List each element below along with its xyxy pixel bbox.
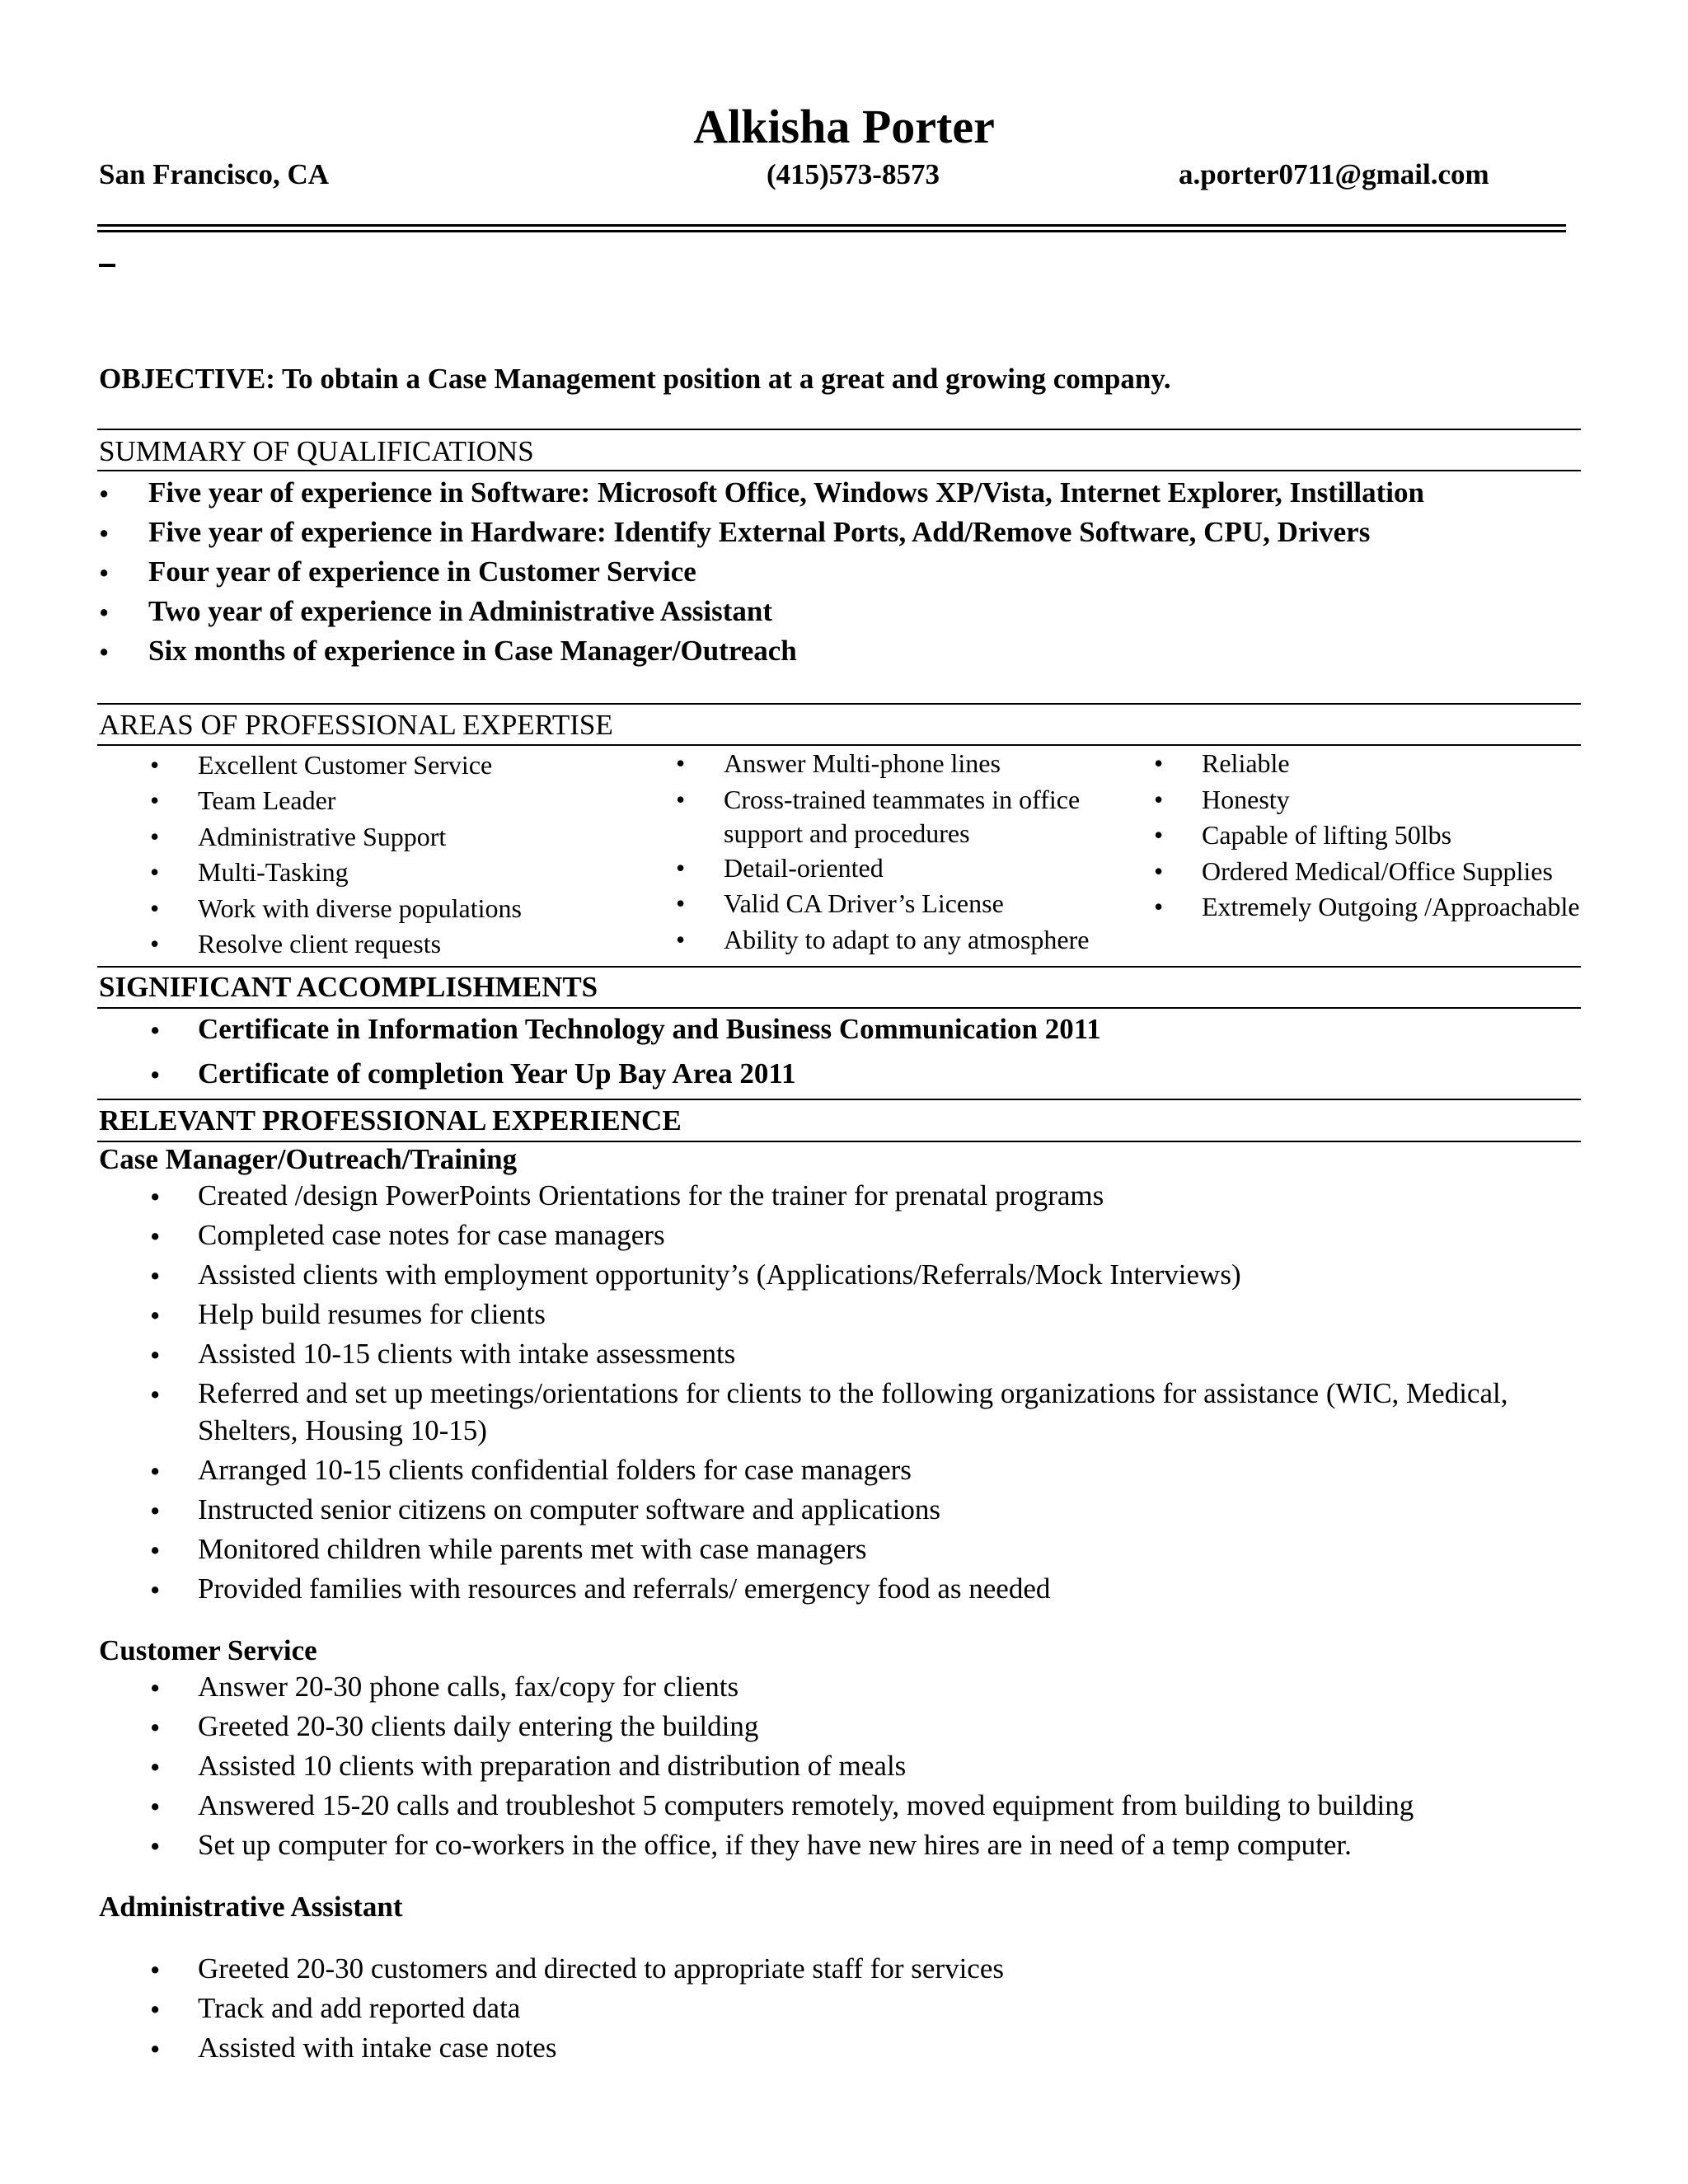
list-item: Assisted clients with employment opportunity’s (Applications/Referrals/Mock Interviews) <box>198 1258 1241 1291</box>
job-heading-case-manager: Case Manager/Outreach/Training <box>99 1143 518 1175</box>
applicant-name: Alkisha Porter <box>693 100 995 153</box>
list-item: Multi-Tasking <box>198 857 349 887</box>
list-item: Cross-trained teammates in office <box>724 785 1081 814</box>
bullet: • <box>150 1059 161 1091</box>
list-item: Monitored children while parents met with case managers <box>198 1533 867 1565</box>
bullet: • <box>150 1455 161 1488</box>
bullet: • <box>1154 748 1164 778</box>
list-item: Honesty <box>1202 785 1290 814</box>
experience-rule-top <box>97 1099 1581 1100</box>
bullet: • <box>1154 856 1164 886</box>
expertise-rule-bottom <box>97 744 1581 746</box>
list-item: Instructed senior citizens on computer software and applications <box>198 1493 940 1526</box>
bullet: • <box>150 822 160 851</box>
list-item: Arranged 10-15 clients confidential folders for case managers <box>198 1454 912 1486</box>
email-address: a.porter0711@gmail.com <box>1179 158 1489 190</box>
list-item: Certificate of completion Year Up Bay Area 2011 <box>198 1057 796 1090</box>
bullet: • <box>150 1300 161 1332</box>
bullet: • <box>1154 785 1164 814</box>
expertise-rule-top <box>97 703 1581 705</box>
bullet: • <box>676 925 686 954</box>
list-item: Assisted with intake case notes <box>198 2032 557 2064</box>
bullet: • <box>150 1379 161 1411</box>
bullet: • <box>150 1751 161 1783</box>
list-item: Provided families with resources and referrals/ emergency food as needed <box>198 1572 1051 1605</box>
list-item: Assisted 10 clients with preparation and distribution of meals <box>198 1750 907 1782</box>
bullet: • <box>150 893 160 923</box>
list-item: Two year of experience in Administrative Assistant <box>148 595 772 627</box>
bullet: • <box>99 557 110 589</box>
accomplishments-title: SIGNIFICANT ACCOMPLISHMENTS <box>99 971 598 1003</box>
stray-mark <box>99 264 115 267</box>
bullet: • <box>99 636 110 668</box>
list-item: Greeted 20-30 clients daily entering the building <box>198 1710 759 1742</box>
list-item: Answer Multi-phone lines <box>724 748 1001 778</box>
list-item: Administrative Support <box>198 822 447 851</box>
list-item: Help build resumes for clients <box>198 1298 546 1330</box>
list-item: Four year of experience in Customer Service <box>148 555 696 588</box>
accomplishments-rule-top <box>97 966 1581 968</box>
bullet: • <box>99 478 110 510</box>
phone-number: (415)573-8573 <box>767 158 940 190</box>
bullet: • <box>150 1712 161 1744</box>
accomplishments-rule-bottom <box>97 1007 1581 1009</box>
list-item: Greeted 20-30 customers and directed to appropriate staff for services <box>198 1952 1005 1985</box>
bullet: • <box>1154 892 1164 921</box>
job-heading-administrative-assistant: Administrative Assistant <box>99 1891 403 1923</box>
summary-rule-top <box>97 429 1581 430</box>
list-item: Six months of experience in Case Manager/Outreach <box>148 635 797 667</box>
bullet: • <box>150 857 160 887</box>
list-item: Answered 15-20 calls and troubleshot 5 computers remotely, moved equipment from building to building <box>198 1789 1414 1821</box>
bullet: • <box>150 750 160 780</box>
list-item: Ability to adapt to any atmosphere <box>724 925 1090 954</box>
bullet: • <box>150 785 160 815</box>
bullet: • <box>676 853 686 883</box>
list-item: Team Leader <box>198 785 336 815</box>
list-item: Answer 20-30 phone calls, fax/copy for clients <box>198 1671 739 1703</box>
list-item: Track and add reported data <box>198 1992 521 2024</box>
bullet: • <box>150 1672 161 1704</box>
list-item: Capable of lifting 50lbs <box>1202 820 1452 850</box>
list-item: Resolve client requests <box>198 929 442 958</box>
bullet: • <box>99 518 110 550</box>
experience-title: RELEVANT PROFESSIONAL EXPERIENCE <box>99 1104 682 1137</box>
expertise-title: AREAS OF PROFESSIONAL EXPERTISE <box>99 709 613 741</box>
bullet: • <box>150 1015 161 1047</box>
list-item: Certificate in Information Technology and Business Communication 2011 <box>198 1013 1101 1045</box>
bullet: • <box>99 597 110 629</box>
bullet: • <box>150 1181 161 1213</box>
bullet: • <box>150 1339 161 1371</box>
list-item: Excellent Customer Service <box>198 750 493 780</box>
bullet: • <box>676 748 686 778</box>
list-item: Reliable <box>1202 748 1290 778</box>
list-item: Extremely Outgoing /Approachable <box>1202 892 1580 921</box>
bullet: • <box>150 1994 161 2026</box>
bullet: • <box>1154 820 1164 850</box>
list-item: Set up computer for co-workers in the office, if they have new hires are in need of a temp computer. <box>198 1829 1352 1861</box>
header-rule-bottom <box>97 230 1566 232</box>
list-item: Detail-oriented <box>724 853 884 883</box>
summary-rule-bottom <box>97 470 1581 471</box>
bullet: • <box>150 1260 161 1292</box>
bullet: • <box>150 1221 161 1253</box>
header-rule-top <box>97 224 1566 227</box>
bullet: • <box>150 1535 161 1567</box>
bullet: • <box>150 2033 161 2065</box>
list-item: Assisted 10-15 clients with intake assessments <box>198 1338 736 1370</box>
bullet: • <box>150 1791 161 1823</box>
list-item: Referred and set up meetings/orientations for clients to the following organizations for assistance (WIC, Medical, <box>198 1377 1508 1409</box>
list-item: Five year of experience in Hardware: Identify External Ports, Add/Remove Software, CPU, Drivers <box>148 516 1371 548</box>
experience-rule-bottom <box>97 1141 1581 1142</box>
list-item: Five year of experience in Software: Microsoft Office, Windows XP/Vista, Internet Explorer, Instillation <box>148 476 1424 509</box>
job-heading-customer-service: Customer Service <box>99 1634 317 1666</box>
bullet: • <box>150 1574 161 1606</box>
bullet: • <box>150 1830 161 1863</box>
location: San Francisco, CA <box>99 158 330 190</box>
summary-title: SUMMARY OF QUALIFICATIONS <box>99 435 534 467</box>
list-item: Ordered Medical/Office Supplies <box>1202 856 1553 886</box>
list-item: Completed case notes for case managers <box>198 1219 665 1251</box>
bullet: • <box>150 1495 161 1527</box>
bullet: • <box>676 888 686 918</box>
bullet: • <box>676 785 686 814</box>
list-item: Valid CA Driver’s License <box>724 888 1004 918</box>
list-item: Created /design PowerPoints Orientations for the trainer for prenatal programs <box>198 1179 1104 1212</box>
objective: OBJECTIVE: To obtain a Case Management position at a great and growing company. <box>99 363 1171 395</box>
list-item-continuation: support and procedures <box>724 818 970 848</box>
bullet: • <box>150 929 160 958</box>
list-item: Work with diverse populations <box>198 893 522 923</box>
bullet: • <box>150 1954 161 1986</box>
list-item-continuation: Shelters, Housing 10-15) <box>198 1414 487 1446</box>
